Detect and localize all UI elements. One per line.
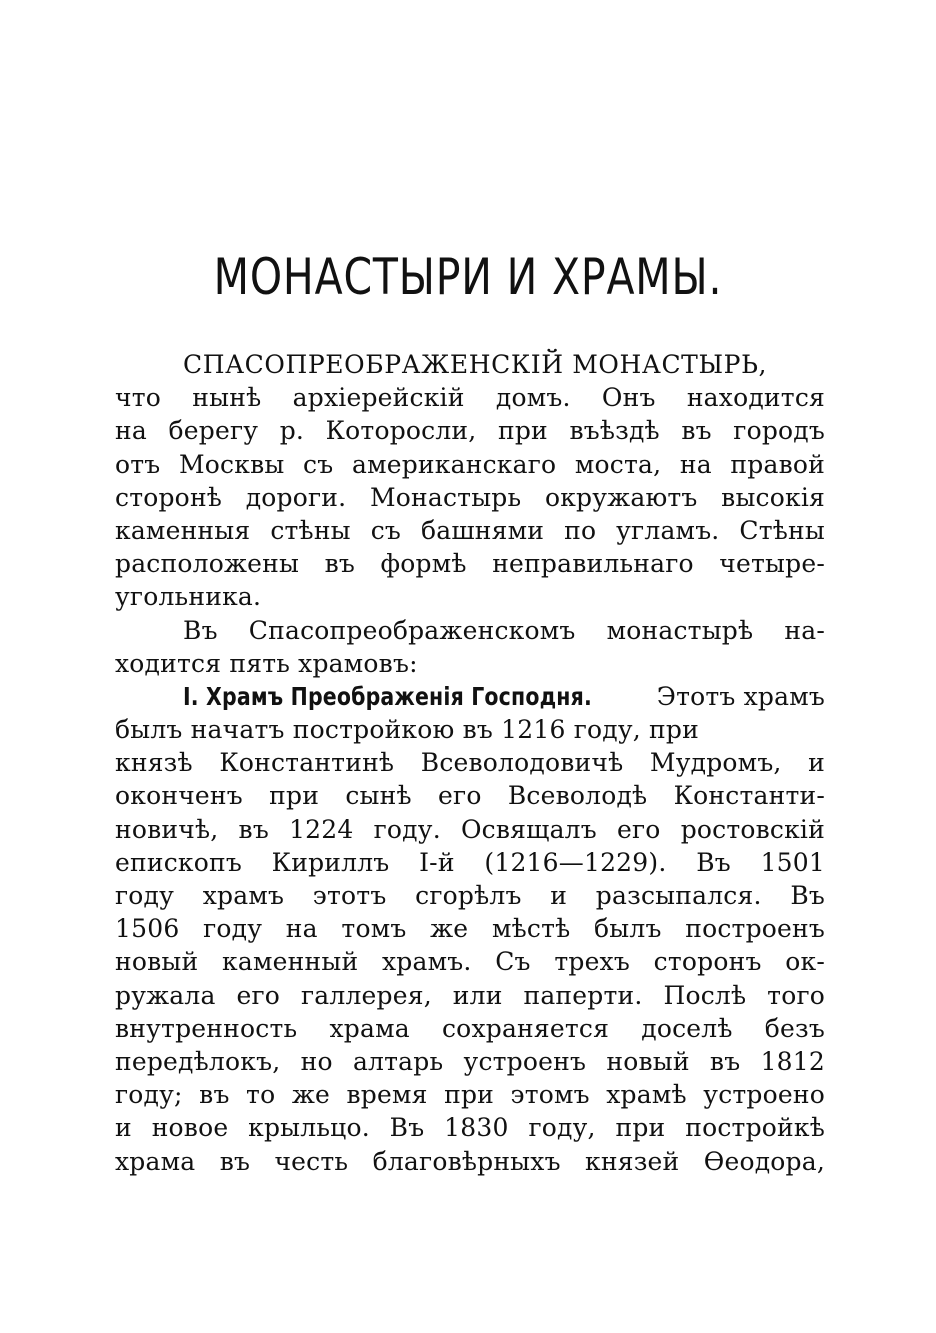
subsection-text: Этотъ храмъ: [656, 681, 825, 711]
text-line: внутренность храма сохраняется доселѣ безъ: [115, 1013, 825, 1043]
body-text: [115, 348, 825, 1178]
subsection-line: [115, 680, 825, 713]
text-line: епископъ Кириллъ I-й (1216—1229). Въ 1501: [115, 847, 825, 877]
text-line: угольника.: [115, 582, 262, 612]
page-title: МОНАСТЫРИ И ХРАМЫ.: [213, 248, 723, 306]
section-heading: СПАСОПРЕОБРАЖЕНСКІЙ МОНАСТЫРЬ,: [183, 350, 768, 379]
subsection-heading: I. Храмъ Преображенія Господня.: [183, 681, 592, 711]
text-line: оконченъ при сынѣ его Всеволодѣ Константи-: [115, 781, 825, 811]
text-line: году храмъ этотъ сгорѣлъ и разсыпался. Въ: [115, 881, 825, 910]
text-line: каменныя стѣны съ башнями по угламъ. Стѣны: [115, 515, 825, 545]
text-line: году; въ то же время при этомъ храмѣ устроено: [115, 1080, 825, 1110]
text-line: новый каменный храмъ. Съ трехъ сторонъ ок-: [115, 947, 825, 977]
text-line: ружала его галлерея, или паперти. Послѣ того: [115, 980, 825, 1010]
text-line: новичѣ, въ 1224 году. Освящалъ его ростовскій: [115, 814, 825, 844]
text-line: храма въ честь благовѣрныхъ князей Ѳеодора,: [115, 1146, 825, 1176]
text-line: расположены въ формѣ неправильнаго четыре-: [115, 549, 825, 579]
text-line: былъ начатъ постройкою въ 1216 году, при: [115, 715, 699, 745]
text-line: князѣ Константинѣ Всеволодовичѣ Мудромъ, и: [115, 748, 825, 778]
text-line: ходится пять храмовъ:: [115, 648, 418, 678]
text-line: отъ Москвы съ американскаго моста, на правой: [115, 449, 825, 479]
text-line: 1506 году на томъ же мѣстѣ былъ построенъ: [115, 914, 825, 944]
text-line: что нынѣ архіерейскій домъ. Онъ находится: [115, 383, 825, 413]
text-line: сторонѣ дороги. Монастырь окружаютъ высокія: [115, 482, 825, 512]
text-line: передѣлокъ, но алтарь устроенъ новый въ 1812: [115, 1046, 825, 1076]
text-line: Въ Спасопреображенскомъ монастырѣ на-: [183, 615, 825, 645]
text-line: и новое крыльцо. Въ 1830 году, при постройкѣ: [115, 1113, 825, 1143]
text-line: на берегу р. Которосли, при въѣздѣ въ городъ: [115, 416, 825, 446]
